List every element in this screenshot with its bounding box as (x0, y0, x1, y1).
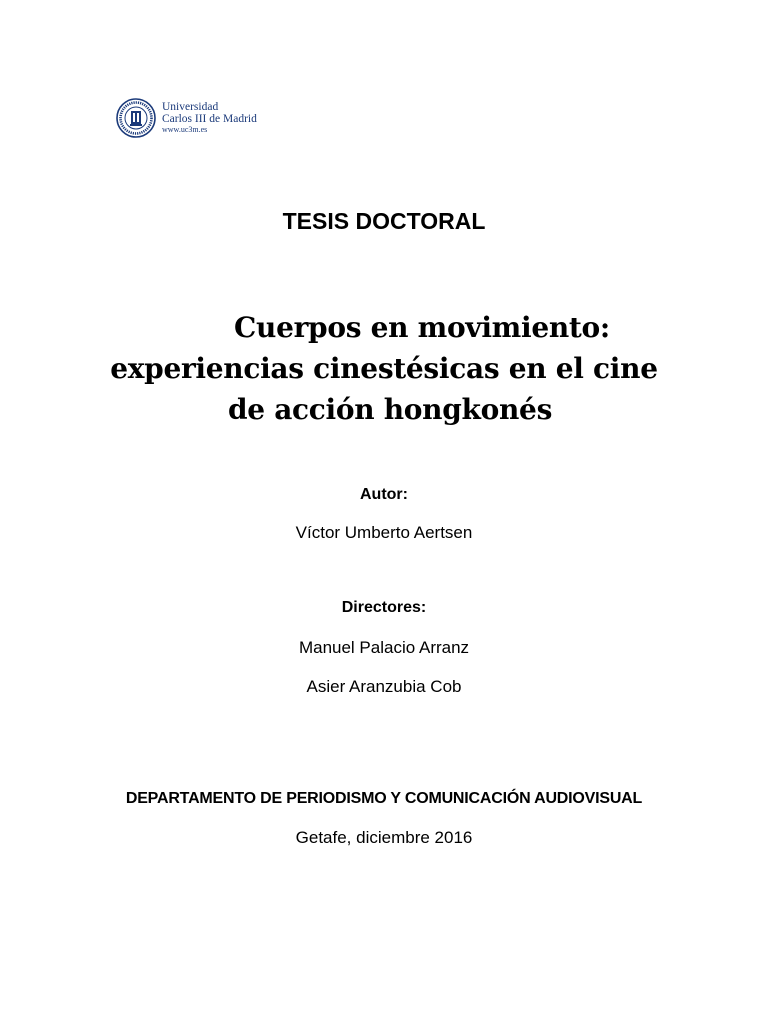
department-name: DEPARTAMENTO DE PERIODISMO Y COMUNICACIÓN AUDIOVISUAL (125, 790, 643, 807)
university-seal-icon (116, 98, 156, 138)
thesis-title-line-1: Cuerpos en movimiento: (234, 311, 610, 344)
author-label: Autor: (360, 486, 408, 503)
thesis-title-line-2: experiencias cinestésicas en el cine (110, 352, 658, 385)
director-name: Asier Aranzubia Cob (306, 677, 462, 696)
university-logo (116, 96, 257, 140)
university-name-block (162, 101, 257, 135)
directors-label: Directores: (341, 599, 427, 616)
thesis-title-line-3: de acción hongkonés (227, 393, 553, 426)
document-type: TESIS DOCTORAL (282, 208, 486, 234)
university-url: www.uc3m.es (162, 125, 208, 135)
director-name: Manuel Palacio Arranz (298, 638, 470, 657)
university-name-line2: Carlos III de Madrid (162, 113, 257, 126)
place-and-date: Getafe, diciembre 2016 (295, 828, 473, 847)
author-name: Víctor Umberto Aertsen (295, 523, 473, 542)
university-name-line1: Universidad (162, 101, 219, 114)
